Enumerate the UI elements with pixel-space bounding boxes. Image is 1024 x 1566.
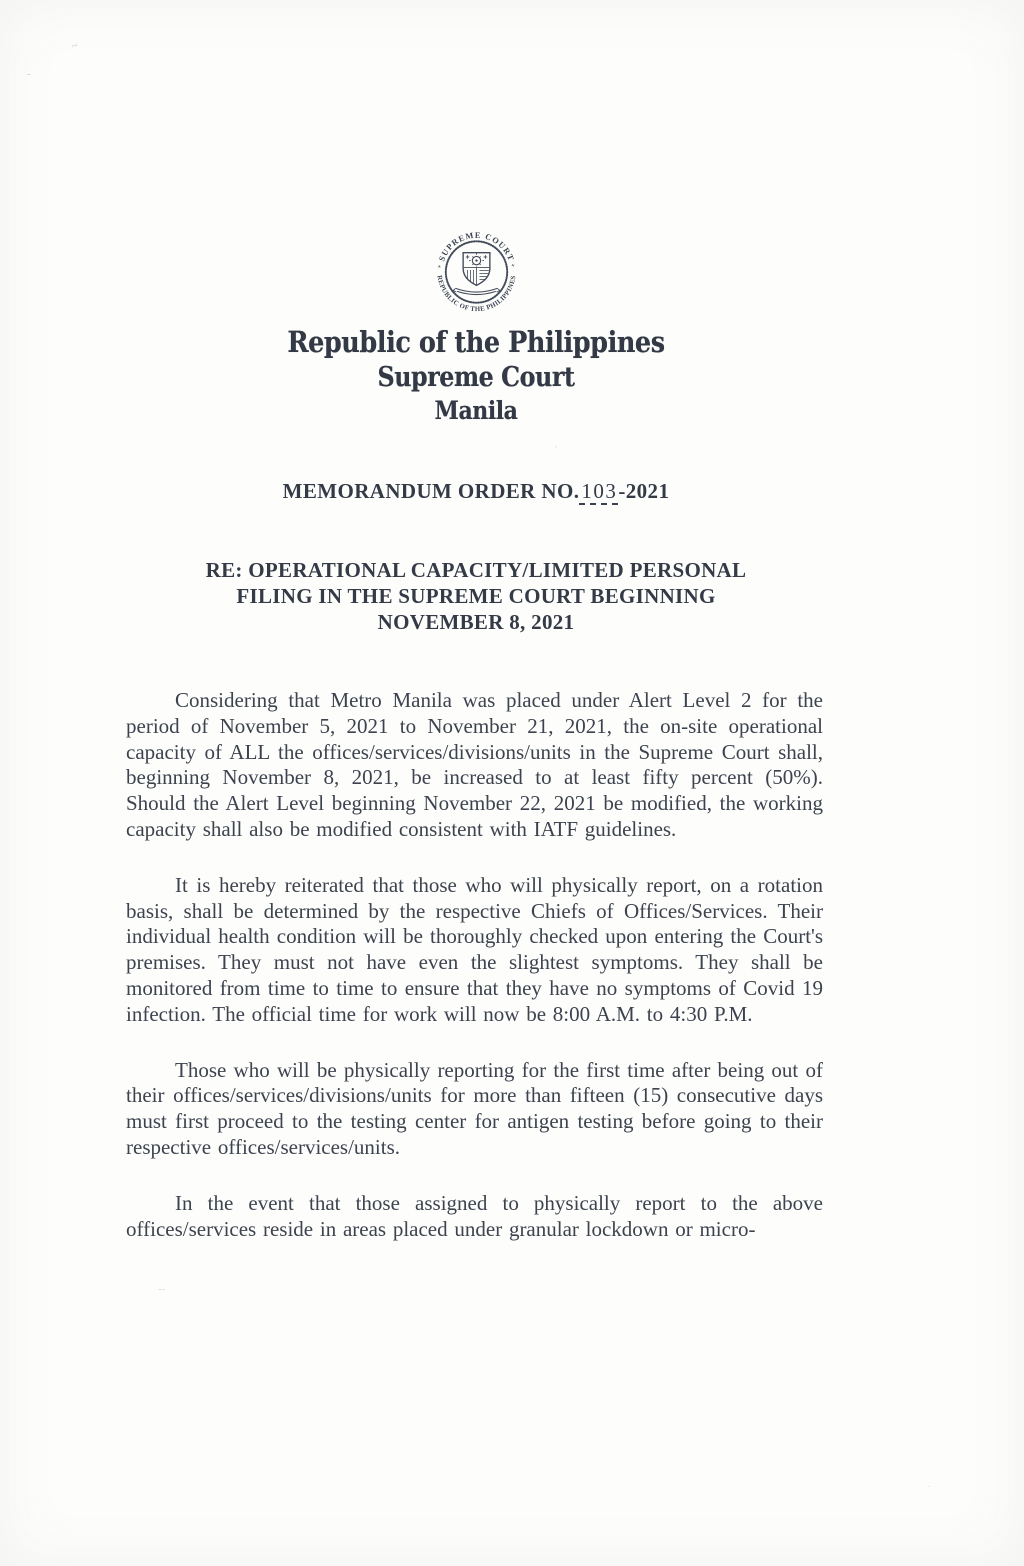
memo-order-prefix: MEMORANDUM ORDER NO.: [282, 479, 580, 503]
scan-artifact: ': [555, 444, 557, 456]
memo-order-line: [96, 479, 856, 504]
supreme-court-seal-icon: [427, 221, 526, 323]
paragraph-2: It is hereby reiterated that those who will physically report, on a rotation basis, shall be determined by the respective Chiefs of Offices/Services. Their individual health condition will be thoroughly checked upon entering the Court's premises. They must not have even the slightest symptoms. They shall be monitored from time to time to ensure that they have no symptoms of Covid 19 infection. The official time for work will now be 8:00 A.M. to 4:30 P.M.: [126, 872, 823, 1026]
subject-line-1: RE: OPERATIONAL CAPACITY/LIMITED PERSONAL: [205, 558, 747, 582]
memo-order-year: -2021: [618, 479, 670, 503]
paragraph-1: Considering that Metro Manila was placed under Alert Level 2 for the period of November 5, 2021 to November 21, 2021, the on-site operational capacity of ALL the offices/services/divisions/units in the Supreme Court shall, beginning November 8, 2021, be increased to at least fifty percent (50%). Should the Alert Level beginning November 22, 2021 be modified, the working capacity shall also be modified consistent with IATF guidelines.: [126, 688, 823, 841]
scan-artifact: --: [158, 1283, 166, 1295]
memo-body: [126, 688, 823, 1272]
subject-line-2: FILING IN THE SUPREME COURT BEGINNING: [236, 584, 716, 608]
subject-line-3: NOVEMBER 8, 2021: [377, 610, 575, 634]
seal-cross-left: +: [436, 263, 444, 271]
letterhead-city: Manila: [434, 396, 518, 425]
scan-artifact: ~: [70, 39, 80, 53]
seal-bottom-text: REPUBLIC OF THE PHILIPPINES: [435, 274, 518, 314]
letterhead-republic: Republic of the Philippines: [287, 325, 665, 359]
scan-artifact: -: [27, 68, 31, 80]
letterhead-court: Supreme Court: [377, 362, 575, 393]
scan-artifact: .: [928, 1478, 931, 1490]
letterhead: [96, 325, 856, 425]
memo-order-number: 103: [581, 479, 618, 503]
subject-title: [96, 557, 856, 635]
seal-top-text: SUPREME COURT: [437, 230, 516, 263]
seal-cross-right: +: [508, 262, 517, 269]
paragraph-3: Those who will be physically reporting for the first time after being out of their offices/services/divisions/units for more than fifteen (15) consecutive days must first proceed to the testing center for antigen testing before going to their respective offices/services/units.: [126, 1057, 823, 1159]
paragraph-4: In the event that those assigned to physically report to the above offices/services reside in areas placed under granular lockdown or micro-: [126, 1190, 823, 1241]
